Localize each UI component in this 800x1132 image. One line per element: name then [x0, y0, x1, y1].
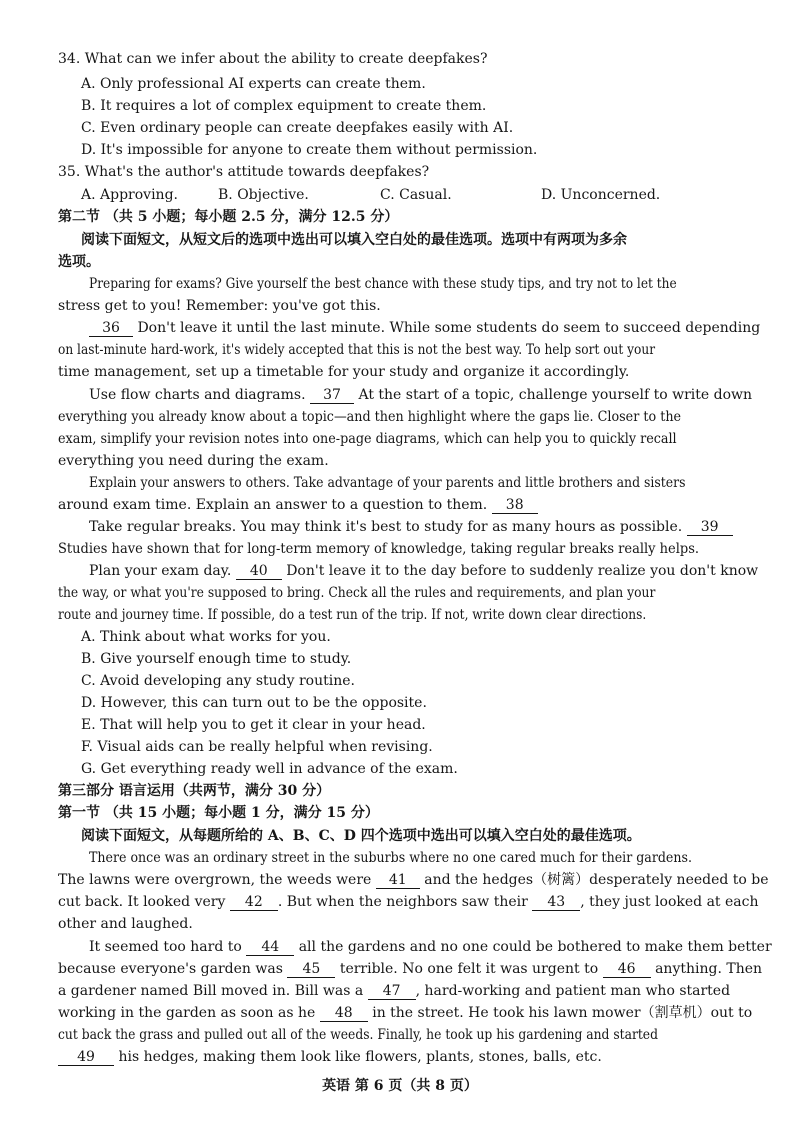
passage-p2-line2 — [58, 341, 744, 359]
passage-p5-line1-text: Take regular breaks. You may think it's best to study for as many hours as possible. — [89, 519, 683, 535]
cloze-p2-line4-text-a: working in the garden as soon as he — [58, 1005, 316, 1021]
blank-45[interactable]: 45 — [287, 961, 335, 978]
passage-p2-line3: time management, set up a timetable for your study and organize it accordingly. — [58, 364, 630, 380]
passage-p4-line1 — [89, 474, 759, 492]
cloze-p1-line3-text-c: , they just looked at each — [580, 894, 759, 910]
option-a: A. Think about what works for you. — [81, 629, 331, 645]
passage-p3-line4: everything you need during the exam. — [58, 453, 329, 469]
part3-heading: 第三部分 语言运用（共两节，满分 30 分） — [58, 783, 331, 799]
part3-instruction: 阅读下面短文，从每题所给的 A、B、C、D 四个选项中选出可以填入空白处的最佳选项。 — [81, 828, 641, 844]
passage-p5-line2 — [58, 540, 747, 558]
blank-48[interactable]: 48 — [320, 1005, 368, 1022]
cloze-p2-line2-text-a: because everyone's garden was — [58, 961, 283, 977]
option-b: B. Give yourself enough time to study. — [81, 651, 352, 667]
cloze-p2-line5 — [58, 1026, 740, 1044]
part3-section1-heading: 第一节 （共 15 小题；每小题 1 分，满分 15 分） — [58, 805, 379, 821]
option-c: C. Avoid developing any study routine. — [81, 673, 355, 689]
q34-option-d: D. It's impossible for anyone to create them without permission. — [81, 142, 538, 158]
cloze-p1-line2-text-a: The lawns were overgrown, the weeds were — [58, 872, 372, 888]
passage-p1-line1 — [89, 275, 765, 293]
cloze-p2-line2-text-b: terrible. No one felt it was urgent to — [339, 961, 599, 977]
passage-p2-line1 — [89, 319, 760, 337]
cloze-p2-line4-text-b: in the street. He took his lawn mower（割草机）out to — [372, 1005, 753, 1021]
passage-p6-line3 — [58, 606, 734, 624]
cloze-p2-line6 — [58, 1048, 602, 1066]
cloze-p1-line4: other and laughed. — [58, 916, 193, 932]
cloze-p2-line3 — [58, 982, 730, 1000]
passage-p6-line1-text-b: Don't leave it to the day before to suddenly realize you don't know — [286, 563, 759, 579]
blank-36[interactable]: 36 — [89, 320, 133, 337]
blank-43[interactable]: 43 — [532, 894, 580, 911]
cloze-p1-line3 — [58, 893, 758, 911]
option-g: G. Get everything ready well in advance of the exam. — [81, 761, 458, 777]
passage-p2-line2-text: on last-minute hard-work, it's widely accepted that this is not the best way. To help sort out your — [58, 342, 656, 358]
cloze-p1-line1-text: There once was an ordinary street in the suburbs where no one cared much for their gardens. — [89, 850, 692, 866]
q35-option-c: C. Casual. — [380, 187, 452, 203]
passage-p6-line2 — [58, 584, 737, 602]
passage-p3-line2-text: everything you already know about a topic—and then highlight where the gaps lie. Closer to the — [58, 409, 682, 425]
q34-stem: 34. What can we infer about the ability to create deepfakes? — [58, 51, 488, 67]
section2-instruction-line1: 阅读下面短文，从短文后的选项中选出可以填入空白处的最佳选项。选项中有两项为多余 — [81, 232, 627, 248]
option-d: D. However, this can turn out to be the opposite. — [81, 695, 427, 711]
passage-p4-line1-text: Explain your answers to others. Take advantage of your parents and little brothers and sisters — [89, 475, 686, 491]
passage-p6-line1-text-a: Plan your exam day. — [89, 563, 232, 579]
cloze-p2-line4 — [58, 1004, 752, 1022]
passage-p1-line2: stress get to you! Remember: you've got this. — [58, 298, 381, 314]
q34-option-b: B. It requires a lot of complex equipment to create them. — [81, 98, 487, 114]
blank-46[interactable]: 46 — [603, 961, 651, 978]
cloze-p2-line1-text-b: all the gardens and no one could be bothered to make them better — [298, 939, 772, 955]
cloze-p1-line2 — [58, 871, 769, 889]
blank-47[interactable]: 47 — [368, 983, 416, 1000]
blank-49[interactable]: 49 — [58, 1049, 114, 1066]
passage-p6-line3-text: route and journey time. If possible, do a test run of the trip. If not, write down clear directions. — [58, 607, 647, 623]
option-e: E. That will help you to get it clear in your head. — [81, 717, 426, 733]
passage-p4-line2-text: around exam time. Explain an answer to a question to them. — [58, 497, 488, 513]
q35-option-d: D. Unconcerned. — [541, 187, 661, 203]
blank-38[interactable]: 38 — [492, 497, 538, 514]
option-f: F. Visual aids can be really helpful when revising. — [81, 739, 433, 755]
cloze-p2-line3-text-a: a gardener named Bill moved in. Bill was a — [58, 983, 364, 999]
passage-p6-line2-text: the way, or what you're supposed to bring. Check all the rules and requirements, and plan your — [58, 585, 656, 601]
page-footer: 英语 第 6 页（共 8 页） — [322, 1078, 478, 1094]
passage-p3-line1 — [89, 386, 752, 404]
q35-stem: 35. What's the author's attitude towards deepfakes? — [58, 164, 430, 180]
passage-p5-line2-text: Studies have shown that for long-term memory of knowledge, taking regular breaks really helps. — [58, 541, 700, 557]
passage-p3-line1-text-a: Use flow charts and diagrams. — [89, 387, 306, 403]
blank-44[interactable]: 44 — [246, 939, 294, 956]
blank-40[interactable]: 40 — [236, 563, 282, 580]
cloze-p2-line1-text-a: It seemed too hard to — [89, 939, 242, 955]
cloze-p1-line3-text-a: cut back. It looked very — [58, 894, 226, 910]
passage-p4-line2 — [58, 496, 538, 514]
blank-41[interactable]: 41 — [376, 872, 420, 889]
cloze-p1-line3-text-b: . But when the neighbors saw their — [277, 894, 528, 910]
cloze-p2-line5-text: cut back the grass and pulled out all of the weeds. Finally, he took up his gardening and started — [58, 1027, 658, 1043]
passage-p3-line1-text-b: At the start of a topic, challenge yourself to write down — [358, 387, 752, 403]
cloze-p2-line1 — [89, 938, 772, 956]
cloze-p2-line6-text: his hedges, making them look like flowers, plants, stones, balls, etc. — [118, 1049, 602, 1065]
section2-instruction-line2: 选项。 — [58, 254, 100, 270]
blank-37[interactable]: 37 — [310, 387, 354, 404]
blank-42[interactable]: 42 — [230, 894, 278, 911]
passage-p3-line3-text: exam, simplify your revision notes into one-page diagrams, which can help you to quickly recall — [58, 431, 677, 447]
passage-p6-line1 — [89, 562, 758, 580]
passage-p2-line1-text: Don't leave it until the last minute. While some students do seem to succeed depending — [137, 320, 761, 336]
q35-option-a: A. Approving. — [81, 187, 178, 203]
section2-heading: 第二节 （共 5 小题；每小题 2.5 分，满分 12.5 分） — [58, 209, 399, 225]
cloze-p1-line1 — [89, 849, 759, 867]
passage-p3-line2 — [58, 408, 743, 426]
blank-39[interactable]: 39 — [687, 519, 733, 536]
q34-option-a: A. Only professional AI experts can create them. — [81, 76, 426, 92]
passage-p1-line1-text: Preparing for exams? Give yourself the best chance with these study tips, and try not to let the — [89, 276, 677, 292]
cloze-p2-line3-text-b: , hard-working and patient man who started — [415, 983, 731, 999]
q35-option-b: B. Objective. — [218, 187, 309, 203]
q34-option-c: C. Even ordinary people can create deepfakes easily with AI. — [81, 120, 514, 136]
passage-p3-line3 — [58, 430, 738, 448]
cloze-p1-line2-text-b: and the hedges（树篱）desperately needed to be — [424, 872, 769, 888]
passage-p5-line1 — [89, 518, 733, 536]
cloze-p2-line2 — [58, 960, 762, 978]
cloze-p2-line2-text-c: anything. Then — [655, 961, 763, 977]
